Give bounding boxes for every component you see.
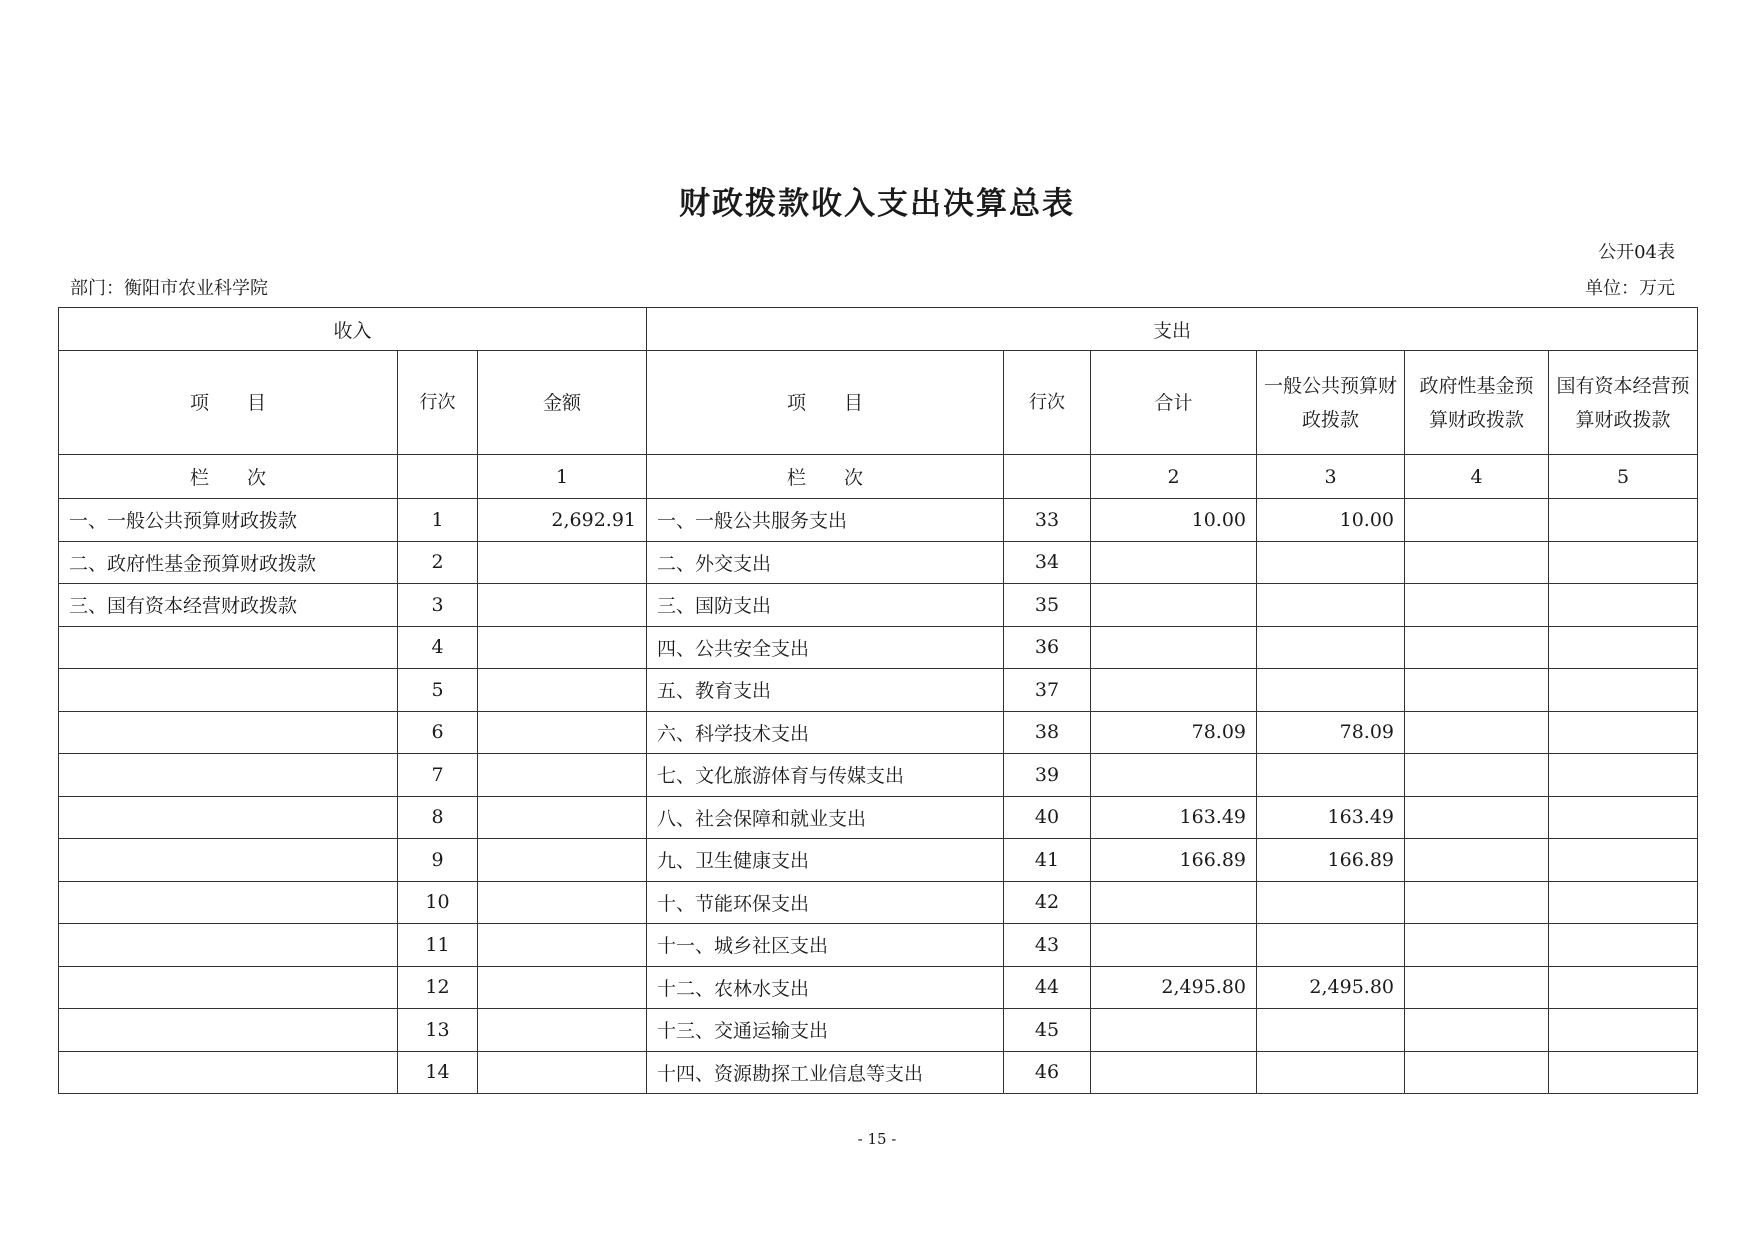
income-item-cell: 二、政府性基金预算财政拨款 bbox=[59, 541, 398, 584]
table-row bbox=[59, 669, 1698, 712]
state-capital-cell bbox=[1549, 626, 1698, 669]
state-capital-cell bbox=[1549, 924, 1698, 967]
income-amount-cell bbox=[478, 626, 647, 669]
income-row-no-cell: 4 bbox=[398, 626, 478, 669]
income-amount-cell bbox=[478, 839, 647, 882]
expense-item-cell: 四、公共安全支出 bbox=[647, 626, 1004, 669]
gov-fund-cell bbox=[1405, 881, 1549, 924]
expense-total-cell bbox=[1091, 669, 1257, 712]
general-budget-cell bbox=[1257, 1009, 1405, 1052]
expense-lanci-row-no bbox=[1004, 455, 1091, 499]
expense-lanci-label: 栏 次 bbox=[647, 455, 1004, 499]
state-capital-cell bbox=[1549, 711, 1698, 754]
income-amount-cell bbox=[478, 881, 647, 924]
lanci-col-3: 3 bbox=[1257, 455, 1405, 499]
expense-total-cell: 163.49 bbox=[1091, 796, 1257, 839]
general-budget-cell bbox=[1257, 881, 1405, 924]
expense-row-no-cell: 35 bbox=[1004, 584, 1091, 627]
income-item-cell bbox=[59, 626, 398, 669]
income-amount-cell bbox=[478, 1051, 647, 1094]
state-capital-cell bbox=[1549, 1051, 1698, 1094]
expense-total-cell bbox=[1091, 924, 1257, 967]
income-row-no-cell: 6 bbox=[398, 711, 478, 754]
expense-item-cell: 十四、资源勘探工业信息等支出 bbox=[647, 1051, 1004, 1094]
state-capital-cell bbox=[1549, 1009, 1698, 1052]
expense-item-cell: 一、一般公共服务支出 bbox=[647, 499, 1004, 542]
expense-total-cell bbox=[1091, 584, 1257, 627]
expense-total-cell bbox=[1091, 1009, 1257, 1052]
general-budget-cell: 2,495.80 bbox=[1257, 966, 1405, 1009]
table-row bbox=[59, 711, 1698, 754]
income-amount-cell bbox=[478, 796, 647, 839]
gov-fund-cell bbox=[1405, 1009, 1549, 1052]
general-budget-cell bbox=[1257, 541, 1405, 584]
expense-row-no-cell: 43 bbox=[1004, 924, 1091, 967]
general-budget-cell bbox=[1257, 669, 1405, 712]
expense-row-no-cell: 38 bbox=[1004, 711, 1091, 754]
state-capital-cell bbox=[1549, 541, 1698, 584]
gov-fund-cell bbox=[1405, 669, 1549, 712]
income-row-no-cell: 14 bbox=[398, 1051, 478, 1094]
expense-item-cell: 二、外交支出 bbox=[647, 541, 1004, 584]
expense-item-cell: 五、教育支出 bbox=[647, 669, 1004, 712]
gov-fund-cell bbox=[1405, 499, 1549, 542]
lanci-col-2: 2 bbox=[1091, 455, 1257, 499]
expense-row-no-cell: 45 bbox=[1004, 1009, 1091, 1052]
table-row bbox=[59, 924, 1698, 967]
expense-total-cell: 166.89 bbox=[1091, 839, 1257, 882]
gov-fund-cell bbox=[1405, 1051, 1549, 1094]
state-capital-cell bbox=[1549, 584, 1698, 627]
expense-item-cell: 十、节能环保支出 bbox=[647, 881, 1004, 924]
state-capital-cell bbox=[1549, 839, 1698, 882]
table-row bbox=[59, 966, 1698, 1009]
table-row bbox=[59, 881, 1698, 924]
expense-row-no-cell: 46 bbox=[1004, 1051, 1091, 1094]
unit-label: 单位： bbox=[1585, 278, 1639, 299]
expense-item-cell: 十一、城乡社区支出 bbox=[647, 924, 1004, 967]
expense-item-header: 项 目 bbox=[647, 351, 1004, 455]
income-item-cell: 三、国有资本经营财政拨款 bbox=[59, 584, 398, 627]
income-amount-header: 金额 bbox=[478, 351, 647, 455]
state-capital-cell bbox=[1549, 796, 1698, 839]
expense-total-cell bbox=[1091, 881, 1257, 924]
expense-total-cell: 10.00 bbox=[1091, 499, 1257, 542]
expense-row-no-cell: 37 bbox=[1004, 669, 1091, 712]
income-amount-cell bbox=[478, 669, 647, 712]
income-row-no-cell: 12 bbox=[398, 966, 478, 1009]
income-row-no-cell: 5 bbox=[398, 669, 478, 712]
income-item-cell bbox=[59, 1051, 398, 1094]
table-row bbox=[59, 754, 1698, 797]
general-budget-cell bbox=[1257, 1051, 1405, 1094]
expense-item-cell: 三、国防支出 bbox=[647, 584, 1004, 627]
expense-row-no-cell: 41 bbox=[1004, 839, 1091, 882]
expense-row-no-cell: 33 bbox=[1004, 499, 1091, 542]
general-budget-cell: 10.00 bbox=[1257, 499, 1405, 542]
table-row bbox=[59, 839, 1698, 882]
general-budget-cell: 163.49 bbox=[1257, 796, 1405, 839]
expense-item-cell: 六、科学技术支出 bbox=[647, 711, 1004, 754]
table-row bbox=[59, 1009, 1698, 1052]
expense-total-cell bbox=[1091, 1051, 1257, 1094]
expense-section-header: 支出 bbox=[647, 308, 1698, 351]
expense-row-no-cell: 34 bbox=[1004, 541, 1091, 584]
expense-row-no-cell: 44 bbox=[1004, 966, 1091, 1009]
gov-fund-cell bbox=[1405, 924, 1549, 967]
table-row bbox=[59, 1051, 1698, 1094]
income-row-no-cell: 9 bbox=[398, 839, 478, 882]
lanci-col-5: 5 bbox=[1549, 455, 1698, 499]
income-row-no-cell: 13 bbox=[398, 1009, 478, 1052]
expense-total-cell: 78.09 bbox=[1091, 711, 1257, 754]
page-number: - 15 - bbox=[857, 1130, 897, 1148]
income-item-cell bbox=[59, 966, 398, 1009]
unit-line bbox=[1585, 274, 1675, 300]
gov-fund-cell bbox=[1405, 839, 1549, 882]
income-item-cell bbox=[59, 669, 398, 712]
gov-fund-cell bbox=[1405, 541, 1549, 584]
expense-item-cell: 九、卫生健康支出 bbox=[647, 839, 1004, 882]
total-header: 合计 bbox=[1091, 351, 1257, 455]
expense-item-cell: 十二、农林水支出 bbox=[647, 966, 1004, 1009]
unit-value: 万元 bbox=[1639, 278, 1675, 299]
table-row bbox=[59, 541, 1698, 584]
income-row-no-cell: 3 bbox=[398, 584, 478, 627]
table-row bbox=[59, 499, 1698, 542]
expense-total-cell: 2,495.80 bbox=[1091, 966, 1257, 1009]
income-row-no-cell: 8 bbox=[398, 796, 478, 839]
income-amount-cell bbox=[478, 966, 647, 1009]
general-budget-header: 一般公共预算财政拨款 bbox=[1257, 351, 1405, 455]
income-row-no-cell: 2 bbox=[398, 541, 478, 584]
income-amount-cell bbox=[478, 1009, 647, 1052]
state-capital-header: 国有资本经营预算财政拨款 bbox=[1549, 351, 1698, 455]
income-item-cell bbox=[59, 881, 398, 924]
general-budget-cell: 78.09 bbox=[1257, 711, 1405, 754]
income-amount-cell bbox=[478, 584, 647, 627]
income-item-cell bbox=[59, 796, 398, 839]
table-row bbox=[59, 584, 1698, 627]
income-lanci-row-no bbox=[398, 455, 478, 499]
income-row-no-header: 行次 bbox=[398, 351, 478, 455]
table-row bbox=[59, 796, 1698, 839]
department-value: 衡阳市农业科学院 bbox=[124, 278, 268, 299]
income-amount-cell bbox=[478, 924, 647, 967]
income-amount-cell: 2,692.91 bbox=[478, 499, 647, 542]
state-capital-cell bbox=[1549, 754, 1698, 797]
expense-total-cell bbox=[1091, 626, 1257, 669]
expense-item-cell: 八、社会保障和就业支出 bbox=[647, 796, 1004, 839]
department-line bbox=[70, 274, 268, 300]
income-amount-cell bbox=[478, 754, 647, 797]
state-capital-cell bbox=[1549, 881, 1698, 924]
department-label: 部门： bbox=[70, 278, 124, 299]
table-row bbox=[59, 626, 1698, 669]
lanci-col-1: 1 bbox=[478, 455, 647, 499]
expense-row-no-cell: 40 bbox=[1004, 796, 1091, 839]
expense-row-no-header: 行次 bbox=[1004, 351, 1091, 455]
state-capital-cell bbox=[1549, 669, 1698, 712]
expense-item-cell: 十三、交通运输支出 bbox=[647, 1009, 1004, 1052]
gov-fund-cell bbox=[1405, 966, 1549, 1009]
state-capital-cell bbox=[1549, 966, 1698, 1009]
expense-total-cell bbox=[1091, 754, 1257, 797]
expense-row-no-cell: 42 bbox=[1004, 881, 1091, 924]
gov-fund-cell bbox=[1405, 754, 1549, 797]
gov-fund-cell bbox=[1405, 584, 1549, 627]
gov-fund-cell bbox=[1405, 796, 1549, 839]
expense-total-cell bbox=[1091, 541, 1257, 584]
general-budget-cell bbox=[1257, 924, 1405, 967]
income-lanci-label: 栏 次 bbox=[59, 455, 398, 499]
income-amount-cell bbox=[478, 711, 647, 754]
income-item-cell bbox=[59, 754, 398, 797]
income-amount-cell bbox=[478, 541, 647, 584]
income-item-header: 项 目 bbox=[59, 351, 398, 455]
income-item-cell bbox=[59, 711, 398, 754]
general-budget-cell bbox=[1257, 626, 1405, 669]
lanci-col-4: 4 bbox=[1405, 455, 1549, 499]
page-title: 财政拨款收入支出决算总表 bbox=[679, 186, 1075, 222]
general-budget-cell bbox=[1257, 584, 1405, 627]
income-item-cell: 一、一般公共预算财政拨款 bbox=[59, 499, 398, 542]
income-item-cell bbox=[59, 924, 398, 967]
general-budget-cell: 166.89 bbox=[1257, 839, 1405, 882]
gov-fund-cell bbox=[1405, 711, 1549, 754]
expense-row-no-cell: 36 bbox=[1004, 626, 1091, 669]
expense-row-no-cell: 39 bbox=[1004, 754, 1091, 797]
income-section-header: 收入 bbox=[59, 308, 647, 351]
income-item-cell bbox=[59, 839, 398, 882]
form-code: 公开04表 bbox=[1598, 242, 1675, 263]
income-item-cell bbox=[59, 1009, 398, 1052]
income-row-no-cell: 10 bbox=[398, 881, 478, 924]
expense-item-cell: 七、文化旅游体育与传媒支出 bbox=[647, 754, 1004, 797]
income-row-no-cell: 7 bbox=[398, 754, 478, 797]
gov-fund-header: 政府性基金预算财政拨款 bbox=[1405, 351, 1549, 455]
state-capital-cell bbox=[1549, 499, 1698, 542]
general-budget-cell bbox=[1257, 754, 1405, 797]
income-row-no-cell: 1 bbox=[398, 499, 478, 542]
budget-table bbox=[58, 307, 1698, 1094]
gov-fund-cell bbox=[1405, 626, 1549, 669]
income-row-no-cell: 11 bbox=[398, 924, 478, 967]
